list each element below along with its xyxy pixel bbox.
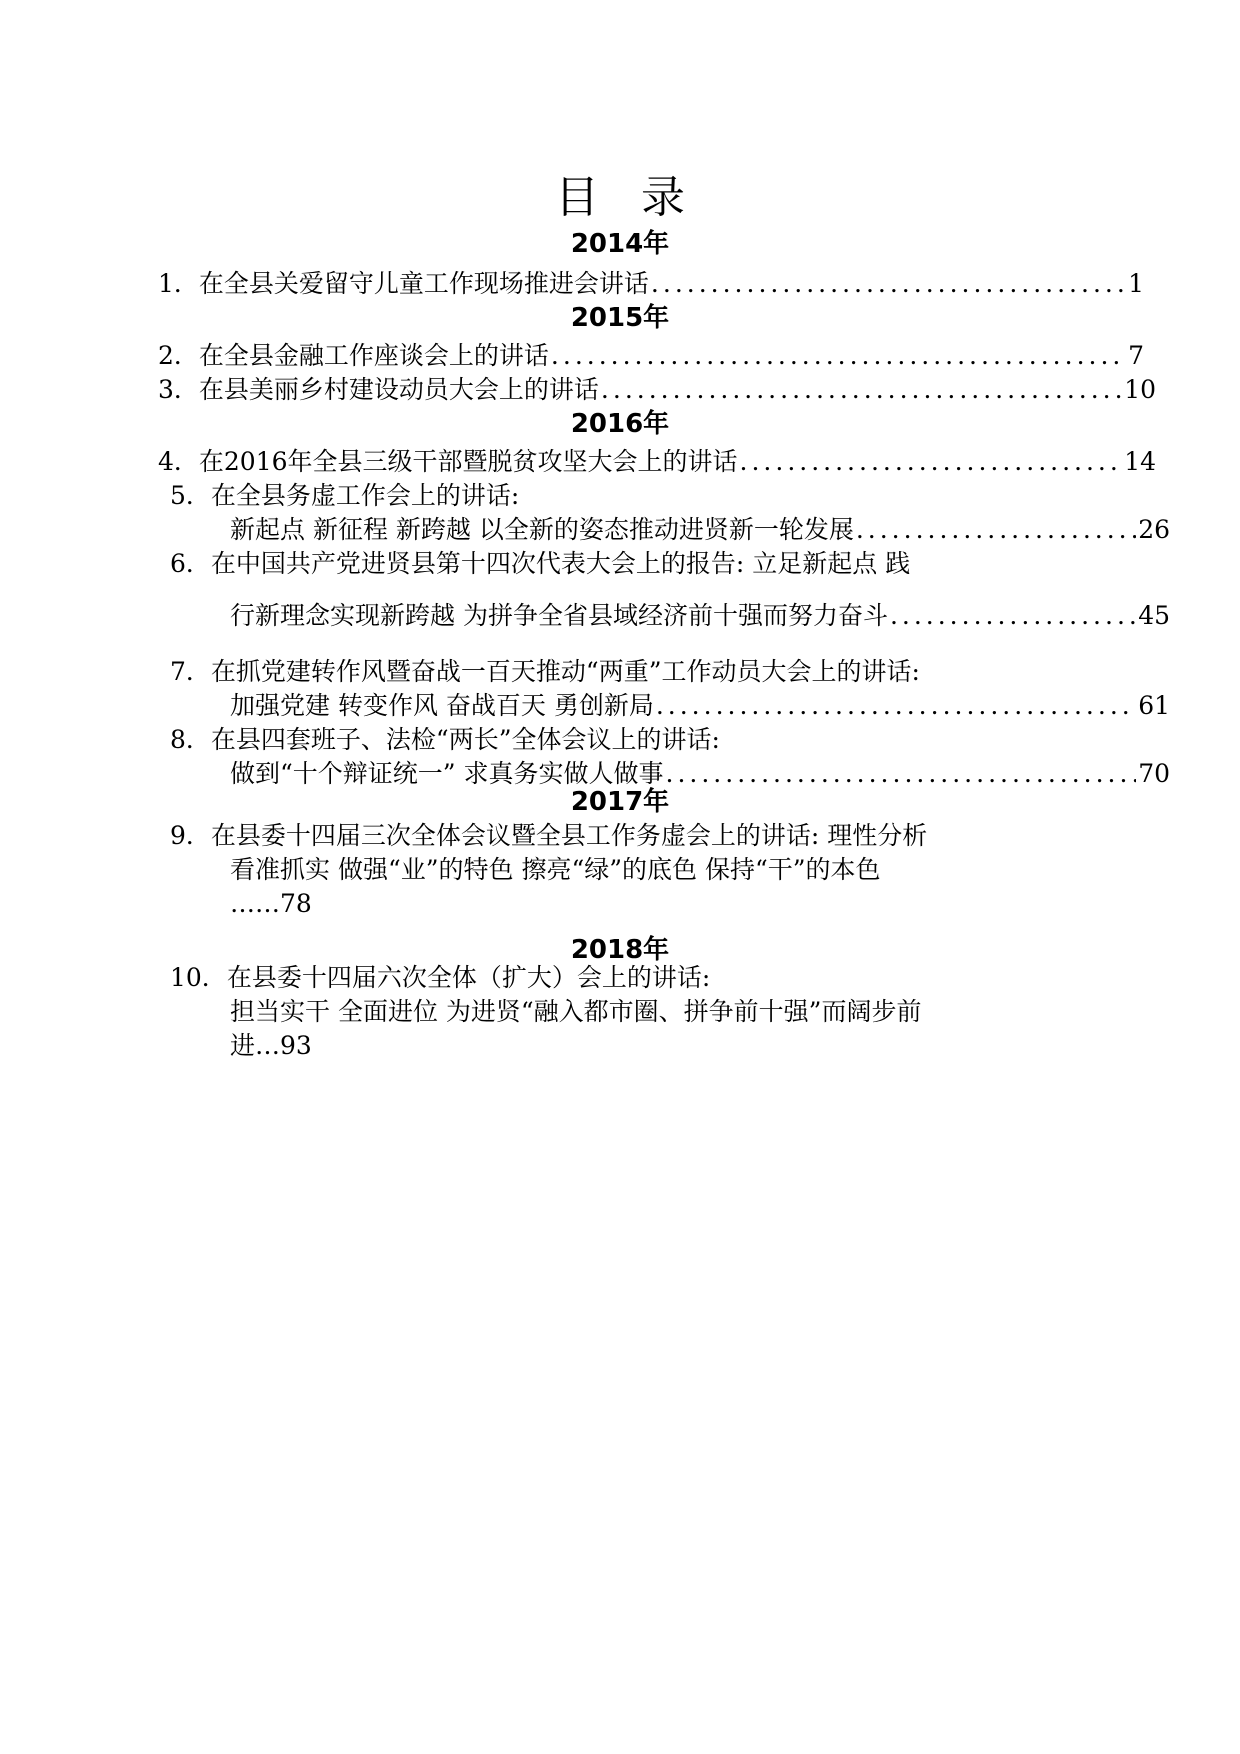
dot-leader: [890, 598, 1136, 634]
toc-entry-5-subtitle[interactable]: [230, 512, 1170, 548]
year-heading-2015: 2015年: [570, 303, 670, 333]
toc-entry-10-page[interactable]: 进…93: [230, 1031, 312, 1060]
toc-entry-9-heading[interactable]: [170, 818, 927, 854]
year-heading-2018: 2018年: [570, 935, 670, 965]
entry-title: 在全县务虚工作会上的讲话:: [210, 481, 520, 510]
entry-title: 在县四套班子、法检“两长”全体会议上的讲话:: [210, 725, 720, 754]
toc-entry-8-heading[interactable]: [170, 722, 720, 758]
entry-title: 在全县关爱留守儿童工作现场推进会讲话: [198, 269, 649, 298]
toc-entry-1[interactable]: [158, 266, 1144, 302]
entry-number: 9．: [170, 821, 211, 850]
entry-number: 10．: [170, 963, 227, 992]
entry-title: 在全县金融工作座谈会上的讲话: [198, 341, 549, 370]
entry-number: 4．: [158, 447, 199, 476]
entry-subtitle: 新起点 新征程 新跨越 以全新的姿态推动进贤新一轮发展: [230, 515, 854, 544]
year-heading-2017: 2017年: [570, 787, 670, 817]
entry-number: 5．: [170, 481, 211, 510]
entry-number: 6．: [170, 549, 211, 578]
entry-title: 在县委十四届六次全体（扩大）会上的讲话:: [226, 963, 711, 992]
dot-leader: [656, 688, 1136, 724]
entry-title: 在县委十四届三次全体会议暨全县工作务虚会上的讲话: 理性分析: [210, 821, 928, 850]
entry-number: 3．: [158, 375, 199, 404]
entry-subtitle: 加强党建 转变作风 奋战百天 勇创新局: [230, 691, 654, 720]
toc-entry-9-page[interactable]: ……78: [230, 889, 312, 918]
entry-number: 8．: [170, 725, 211, 754]
entry-number: 1．: [158, 269, 199, 298]
toc-entry-3[interactable]: [158, 372, 1156, 408]
dot-leader: [551, 338, 1126, 374]
entry-page-number: 45: [1138, 601, 1170, 630]
page-title: 目 录: [555, 172, 699, 223]
toc-entry-6-heading[interactable]: [170, 546, 910, 582]
entry-page-number: 10: [1124, 375, 1156, 404]
entry-title: 在抓党建转作风暨奋战一百天推动“两重”工作动员大会上的讲话:: [210, 657, 920, 686]
toc-entry-4[interactable]: [158, 444, 1156, 480]
entry-number: 7．: [170, 657, 211, 686]
entry-subtitle: 行新理念实现新跨越 为拼争全省县域经济前十强而努力奋斗: [230, 601, 888, 630]
toc-entry-7-subtitle[interactable]: [230, 688, 1170, 724]
entry-subtitle: 做到“十个辩证统一” 求真务实做人做事: [230, 759, 664, 788]
toc-entry-2[interactable]: [158, 338, 1144, 374]
entry-number: 2．: [158, 341, 199, 370]
toc-entry-9-subtitle[interactable]: 看准抓实 做强“业”的特色 擦亮“绿”的底色 保持“干”的本色: [230, 855, 881, 884]
entry-title: 在县美丽乡村建设动员大会上的讲话: [198, 375, 599, 404]
entry-page-number: 1: [1128, 269, 1144, 298]
entry-title: 在中国共产党进贤县第十四次代表大会上的报告: 立足新起点 践: [210, 549, 911, 578]
entry-page-number: 26: [1138, 515, 1170, 544]
toc-entry-10-subtitle[interactable]: 担当实干 全面进位 为进贤“融入都市圈、拼争前十强”而阔步前: [230, 997, 922, 1026]
dot-leader: [651, 266, 1126, 302]
toc-entry-10-heading[interactable]: [170, 960, 710, 996]
entry-title: 在2016年全县三级干部暨脱贫攻坚大会上的讲话: [198, 447, 738, 476]
entry-page-number: 70: [1138, 759, 1170, 788]
dot-leader: [601, 372, 1122, 408]
dot-leader: [740, 444, 1123, 480]
entry-page-number: 61: [1138, 691, 1170, 720]
year-heading-2016: 2016年: [570, 409, 670, 439]
dot-leader: [856, 512, 1136, 548]
entry-page-number: 14: [1124, 447, 1156, 476]
toc-entry-6-subtitle[interactable]: [230, 598, 1170, 634]
toc-entry-5-heading[interactable]: [170, 478, 519, 514]
year-heading-2014: 2014年: [570, 229, 670, 259]
toc-entry-7-heading[interactable]: [170, 654, 920, 690]
entry-page-number: 7: [1128, 341, 1144, 370]
